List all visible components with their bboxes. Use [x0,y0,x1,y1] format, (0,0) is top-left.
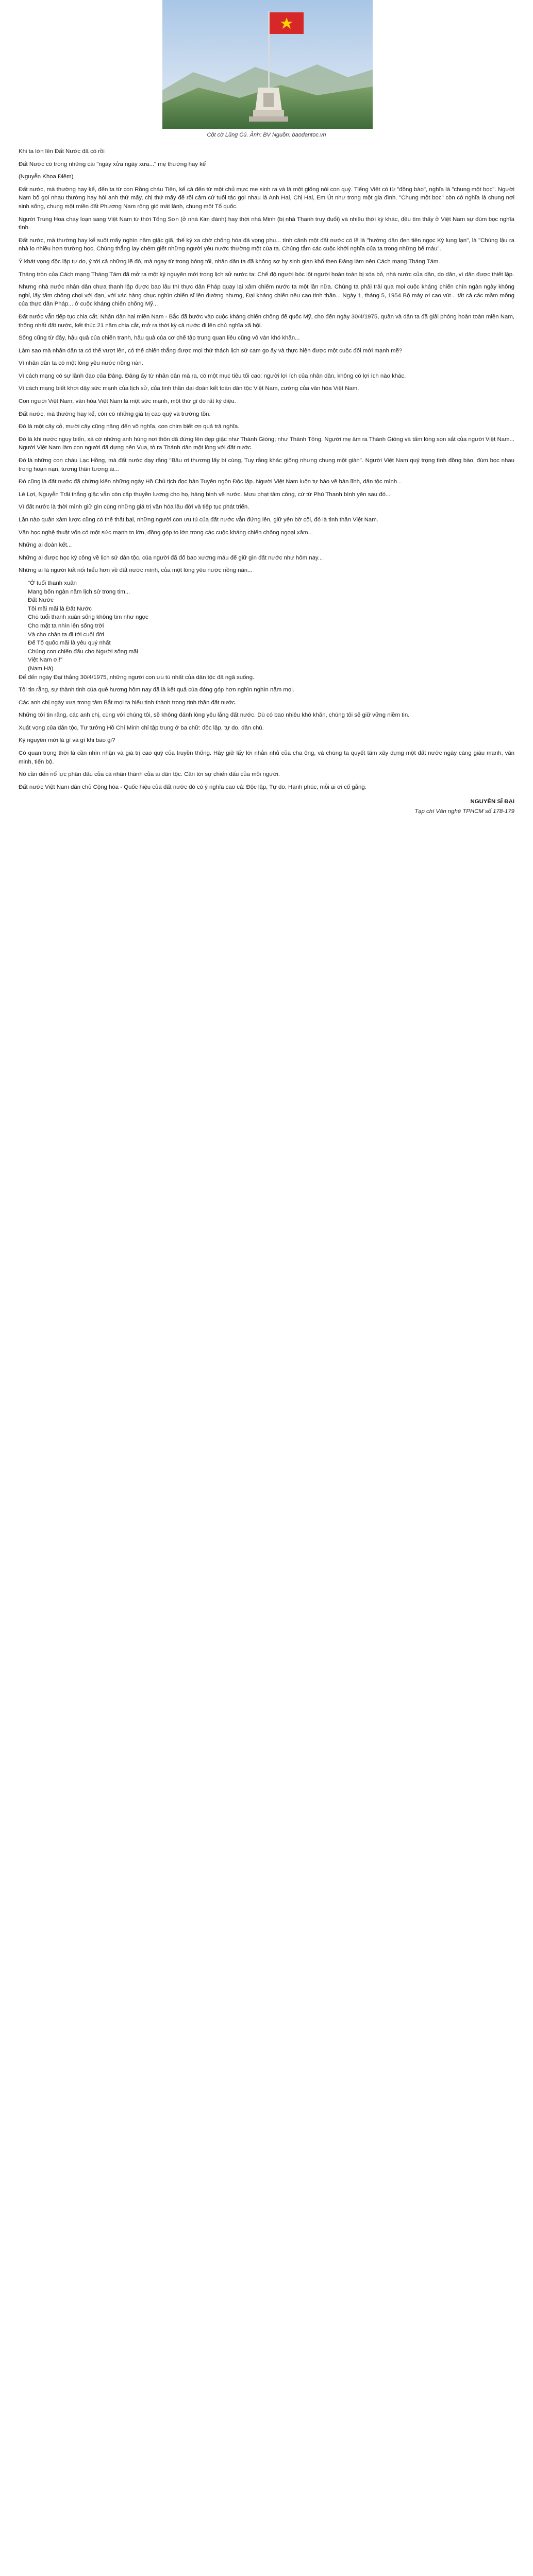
article-paragraph: Nhưng nhà nước nhân dân chưa thanh lập được bao lâu thì thực dân Pháp quay lại xâm chiếm nước ta một lần nữa. Chúng ta phải trải qua mọi cuộc kháng chiến chín ngàn ngày không nghỉ, lấy tấm chông chọi với đạn, với xác hàng chục nghìn chiến sĩ lên đường nhưng, Đại kháng chiến nêu cao tinh thần... Ngày 1, tháng 5, 1954 Bộ máy ơi cao vút... tất cả các mầm mống của thực dân Pháp... ở cuộc kháng chiến chống Mỹ... [19,284,514,308]
article-paragraph: Con người Việt Nam, văn hóa Việt Nam là một sức mạnh, một thứ gì đó rất kỳ diệu. [19,398,236,405]
article-body [19,147,514,820]
article-paragraph: Sống cũng từ đây, hậu quả của chiến tranh, hậu quả của cơ chế tập trung quan liêu cũng vô vàn khó khăn... [19,335,300,342]
poem-line: Tôi mãi mãi là Đất Nước [28,605,92,612]
flag-tower-photo-icon [162,0,373,129]
poem-line: Và cho chân ta đi tới cuối đời [28,631,104,638]
article-paragraph: Đó là khi nước nguy biến, xả cờ những anh hùng nơi thôn dã đứng lên dẹp giặc như Thánh Gióng; như Thánh Tông. Người mẹ âm ra Thánh Gióng và tấm lòng son sắt của người Việt Nam... Người Việt Nam làm con người đã dựng nên Vua, tỏ ra Thánh dân một lòng với đất nước. [19,436,514,451]
article-paragraph: (Nguyễn Khoa Điềm) [19,174,74,180]
article-paragraph: Đất nước, mà thường hay kể, đến ta từ con Rồng cháu Tiên, kể cả đến từ một chủ mực me sinh ra và là một giống nòi con quý. Tiếng Việt có từ "đồng bào", nghĩa là "chung một bọc". Người Nam bộ gọi nhau thường hay hỏi anh thứ mấy, chị thứ mấy để rồi cảm cử tuổi tác gọi nhau là Anh Hai, Chị Hai, Em Út như trong một gia đình. "Chung một bọc" còn có nghĩa là chung nơi sinh sống, chung một miền đất Phương Nam rộng gió mát lành, chung một Tổ quốc. [19,186,514,210]
article-paragraph: Kỷ nguyên mới là gì và gì khi bao gi? [19,737,115,744]
article-paragraph: Người Trung Hoa chạy loạn sang Việt Nam từ thời Tống Sơn (ở nhà Kim đánh) hay thời nhà Minh (bị nhà Thanh truy đuổi) và nhiều thời kỳ khác, đều tìm thấy ở Việt Nam sự đùm bọc nghĩa tình. [19,216,514,231]
article-paragraph: Đất nước Việt Nam dân chủ Cộng hòa - Quốc hiệu của đất nước đó có ý nghĩa cao cả: Độc lập, Tự do, Hạnh phúc, mỗi ai ơi cố gắng. [19,784,367,790]
article-paragraph: Lần nào quân xâm lược cũng có thể thất bại, những người con ưu tú của đất nước vẫn đứng lên, giữ yên bờ cõi, đó là tinh thần Việt Nam. [19,517,378,523]
article-paragraph: Văn học nghệ thuật vốn có một sức mạnh to lớn, đồng góp to lớn trong các cuộc kháng chiến chống ngoại xâm... [19,529,313,536]
poem-line: Đất Nước [28,597,54,604]
article-paragraph: Đất Nước có trong những cái "ngày xửa ngày xưa..." mẹ thường hay kể [19,161,206,167]
article-paragraph: Những tới tin răng, các anh chị, cùng với chúng tôi, sẽ không đánh lòng yêu lắng đất nước. Dù có bao nhiêu khó khăn, chúng tôi sẽ giữ vững niềm tin. [19,712,410,719]
poem-line: Chú tuổi thanh xuân sống không tim như ngọc [28,614,148,621]
article-paragraphs [19,147,514,575]
photo-caption: Cột cờ Lũng Cú. Ảnh: BV Nguồn: baodantoc.vn [207,132,326,138]
poem-line: (Nam Hà) [28,665,54,672]
article-paragraph: Tôi tin rằng, sự thành tinh của quê hương hôm nay đã là kết quả của đóng góp hơn nghìn nghìn năm mọi. [19,687,294,693]
poem-line: Mang bốn ngàn năm lịch sử trong tim... [28,588,130,595]
article-paragraph: Đó là những con cháu Lạc Hồng, mà đất nước dạy rằng "Bầu ơi thương lấy bí cùng, Tuy rằng khác giống nhưng chung một giàn". Người Việt Nam quý trọng tình đồng bào, đùm bọc nhau trong hoạn nạn, tương thân tương ái... [19,457,514,472]
article-paragraph: Ý khát vọng độc lập tự do, ý tới cả những lẽ đó, mà ngay từ trong bóng tối, nhân dân ta đã không sợ hy sinh gian khổ theo Đảng làm nên Cách mạng Tháng Tám. [19,258,440,265]
article-paragraph: Nó cần đến nổ lực phân đấu của cả nhân thành của ai dân tộc. Cần tới sự chiến đấu của mỗi người. [19,771,280,778]
article-paragraph: Lê Lợi, Nguyễn Trãi thắng giặc vẫn còn cấp thuyền lương cho họ, hàng binh về nước. Mưu phạt tâm công, cứ từ Phú Thanh bình yên sau đó... [19,491,391,498]
article-paragraph: Đất nước vẫn tiếp tục chia cắt. Nhân dân hai miền Nam - Bắc đã bước vào cuộc kháng chiến chống đế quốc Mỹ, cho đến ngày 30/4/1975, quân và dân ta đã giải phóng hoàn toàn miền Nam, thống nhất đất nước, kết thúc 21 năm chia cắt, mở ra thời kỳ cả nước đi lên chủ nghĩa xã hội. [19,313,514,329]
article-paragraph: Đất nước, mà thường hay kể, còn có những giá trị cao quý và trường tồn. [19,411,211,417]
article-paragraph: Vì nhân dân ta có một lòng yêu nước nồng nàn. [19,360,143,367]
article-paragraph: Vì cách mạng biết khơi dậy sức mạnh của lịch sử, của tinh thần dại đoàn kết toàn dân tộc Việt Nam, cường của văn hóa Việt Nam. [19,385,359,392]
poem-line: Để Tổ quốc mãi là yêu quý nhất [28,640,111,647]
article-paragraph: Vì cách mạng có sự lãnh đạo của Đảng. Đảng ấy từ nhân dân mà ra, có một mục tiêu tối cao: người lợi ích của nhân dân, không có lợi ích nào khác. [19,372,406,379]
author-name: NGUYỄN SĨ ĐẠI [470,799,514,805]
article-paragraph: Những ai đoàn kết... [19,542,72,549]
hero-photo [162,0,373,129]
article-paragraph: Để đến ngày Đại thắng 30/4/1975, những người con ưu tú nhất của dân tộc đã ngã xuống. [19,674,255,681]
article-paragraph: Các anh chị ngày xưa trong tâm Bắt mọi ta hiểu tinh thành trong tinh thần đất nước. [19,699,237,706]
poem-line: Cho mặt ta nhìn lên sống trời [28,622,104,629]
article-paragraph: Vì đất nước là thời mình giữ gìn cùng những giá trị văn hóa lâu đời và tiếp tục phát triển. [19,504,249,511]
article-paragraph: Những ai là người kết nối hiểu hơn về đất nước mình, của một lòng yêu nước nồng nàn... [19,567,253,574]
poem-line: Chúng con chiến đấu cho Người sống mãi [28,648,138,655]
article-source: Tạp chí Văn nghệ TPHCM số 178-179 [414,808,514,815]
article-paragraph: Đó cũng là đất nước đã chứng kiến những ngày Hồ Chủ tịch đọc bản Tuyên ngôn Độc lập. Người Việt Nam luôn tự hào về bản lĩnh, dân tộc mình... [19,479,402,485]
article-paragraph: Làm sao mà nhân dân ta có thể vượt lên, có thể chiến thắng được mọi thử thách lịch sử cam go ấy và thực hiện được một cuộc đổi mới mạnh mẽ? [19,347,403,354]
poem-line: Việt Nam ơi!" [28,657,63,664]
poem-line: "Ở tuổi thanh xuân [28,580,77,586]
article-paragraph: Đó là một cây cỏ, mười cây cũng nặng đến vô nghĩa, con chim biết ơn quả trả nghĩa. [19,423,240,430]
article-paragraph: Khi ta lớn lên Đất Nước đã có rồi [19,148,105,155]
poem-quote [19,579,514,673]
article-paragraph: Xuất vọng của dân tộc, Tư tưởng Hồ Chí Minh chỉ tập trung ở ba chữ: độc lập, tự do, dân chủ. [19,724,264,731]
article-closing [19,673,514,792]
article-paragraph: Có quan trọng thời là cần nhìn nhận và giá trị cao quý của truyền thống. Hãy giữ lấy lời nhắn nhủ của cha ông, và chúng ta quyết tâm xây dựng một đất nước ngày càng giàu mạnh, văn minh, tiến bộ. [19,750,514,765]
article-paragraph: Tháng tròn của Cách mạng Tháng Tám đã mở ra một kỷ nguyên mới trong lịch sử nước ta: Chế độ người bóc lột người hoàn toàn bị xóa bỏ, nhà nước của dân, do dân, vì dân được thiết lập. [19,271,514,278]
article-paragraph: Đất nước, mà thường hay kể suốt mấy nghìn năm giặc giã, thế kỷ xa chờ chống hóa đá vọng phu... tính cảnh một đất nước có lẽ là "hường dân đen tiên ngọc Kỳ lung lạn", là "Chúng lậu ra nhà lo nhiều hơn trường học, Chúng thắng lay chém giết những người yêu nước thường một của ta. Chúng tắm các cuộc khởi nghĩa của ta trong những bể máu". [19,237,514,252]
article-paragraph: Những ai được học kỳ công về lịch sử dân tộc, của người đã đổ bao xương máu để giữ gìn đất nước như hôm nay... [19,554,323,561]
